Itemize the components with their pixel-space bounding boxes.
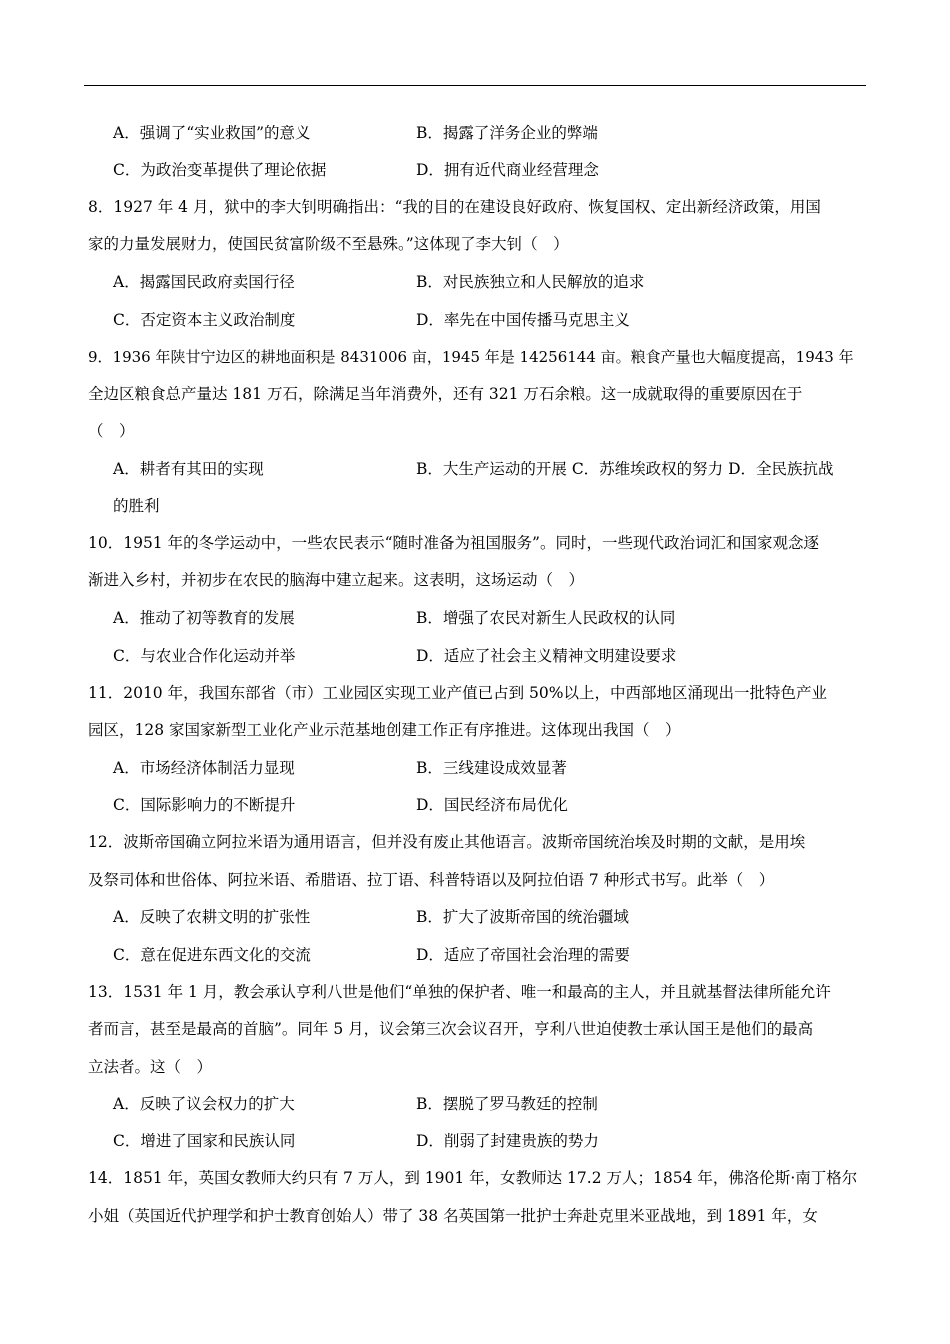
q7-option-d: D．拥有近代商业经营理念 [416,161,599,179]
q12-option-row [113,907,629,927]
q14-stem-line1: 14．1851 年，英国女教师大约只有 7 万人，到 1901 年，女教师达 17.2 万人；1854 年，佛洛伦斯·南丁格尔 [88,1169,858,1187]
q8-option-row [113,272,645,292]
q8-stem-line2: 家的力量发展财力，使国民贫富阶级不至悬殊。”这体现了李大钊（ ） [88,235,569,253]
q13-option-c: C．增进了国家和民族认同 [113,1132,296,1150]
q9-stem-line2: 全边区粮食总产量达 181 万石，除满足当年消费外，还有 321 万石余粮。这一成就取得的重要原因在于 [88,385,803,403]
q10-option-b: B．增强了农民对新生人民政权的认同 [416,609,676,627]
q10-option-d: D．适应了社会主义精神文明建设要求 [416,647,677,665]
q11-stem-line2: 园区，128 家国家新型工业化产业示范基地创建工作正有序推进。这体现出我国（ ） [88,721,681,739]
q9-option-row [113,459,834,479]
q7-option-row [113,123,598,143]
q13-stem-line2: 者而言，甚至是最高的首脑”。同年 5 月，议会第三次会议召开，亨利八世迫使教士承认国王是他们的最高 [88,1020,814,1038]
q12-stem-line2: 及祭司体和世俗体、阿拉米语、希腊语、拉丁语、科普特语以及阿拉伯语 7 种形式书写。此举（ ） [88,871,775,889]
q8-option-b: B．对民族独立和人民解放的追求 [416,273,645,291]
q13-option-d: D．削弱了封建贵族的势力 [416,1132,599,1150]
q11-option-row [113,758,567,778]
header-rule [84,85,866,86]
q7-option-b: B．揭露了洋务企业的弊端 [416,124,598,142]
q9-option-a: A．耕者有其田的实现 [113,460,264,478]
q8-stem-line1: 8．1927 年 4 月，狱中的李大钊明确指出：“我的目的在建设良好政府、恢复国权、定出新经济政策，用国 [88,198,821,216]
q14-stem-line2: 小姐（英国近代护理学和护士教育创始人）带了 38 名英国第一批护士奔赴克里米亚战地，到 1891 年，女 [88,1207,818,1225]
q9-option-bcd: B．大生产运动的开展 C．苏维埃政权的努力 D．全民族抗战 [416,460,834,478]
q11-option-d: D．国民经济布局优化 [416,796,568,814]
q8-option-d: D．率先在中国传播马克思主义 [416,311,630,329]
q8-option-a: A．揭露国民政府卖国行径 [113,273,295,291]
q10-stem-line1: 10．1951 年的冬学运动中，一些农民表示“随时准备为祖国服务”。同时，一些现代政治词汇和国家观念逐 [88,534,819,552]
q8-option-c: C．否定资本主义政治制度 [113,311,296,329]
q9-stem-line1: 9．1936 年陕甘宁边区的耕地面积是 8431006 亩，1945 年是 14256144 亩。粮食产量也大幅度提高，1943 年 [88,348,854,366]
q7-option-a: A．强调了“实业救国”的意义 [113,124,311,142]
q13-stem-line3: 立法者。这（ ） [88,1058,213,1076]
q7-option-row [113,160,599,180]
q12-option-b: B．扩大了波斯帝国的统治疆域 [416,908,629,926]
q12-stem-line1: 12．波斯帝国确立阿拉米语为通用语言，但并没有废止其他语言。波斯帝国统治埃及时期的文献，是用埃 [88,833,806,851]
q12-option-a: A．反映了农耕文明的扩张性 [113,908,311,926]
q12-option-c: C．意在促进东西文化的交流 [113,946,311,964]
q11-option-a: A．市场经济体制活力显现 [113,759,295,777]
q10-stem-line2: 渐进入乡村，并初步在农民的脑海中建立起来。这表明，这场运动（ ） [88,571,585,589]
q9-stem-line3: （ ） [88,422,135,440]
q13-stem-line1: 13．1531 年 1 月，教会承认亨利八世是他们“单独的保护者、唯一和最高的主人，并且就基督法律所能允许 [88,983,831,1001]
q8-option-row [113,310,630,330]
q12-option-row [113,945,630,965]
q11-option-c: C．国际影响力的不断提升 [113,796,296,814]
q12-option-d: D．适应了帝国社会治理的需要 [416,946,630,964]
q10-option-row [113,608,676,628]
q13-option-row [113,1094,598,1114]
q10-option-row [113,646,677,666]
q7-option-c: C．为政治变革提供了理论依据 [113,161,327,179]
q9-option-d-cont: 的胜利 [113,497,160,515]
q13-option-b: B．摆脱了罗马教廷的控制 [416,1095,598,1113]
q11-option-row [113,795,568,815]
q10-option-c: C．与农业合作化运动并举 [113,647,296,665]
q11-stem-line1: 11．2010 年，我国东部省（市）工业园区实现工业产值已占到 50%以上，中西部地区涌现出一批特色产业 [88,684,827,702]
q10-option-a: A．推动了初等教育的发展 [113,609,295,627]
q11-option-b: B．三线建设成效显著 [416,759,567,777]
q13-option-a: A．反映了议会权力的扩大 [113,1095,295,1113]
q13-option-row [113,1131,599,1151]
